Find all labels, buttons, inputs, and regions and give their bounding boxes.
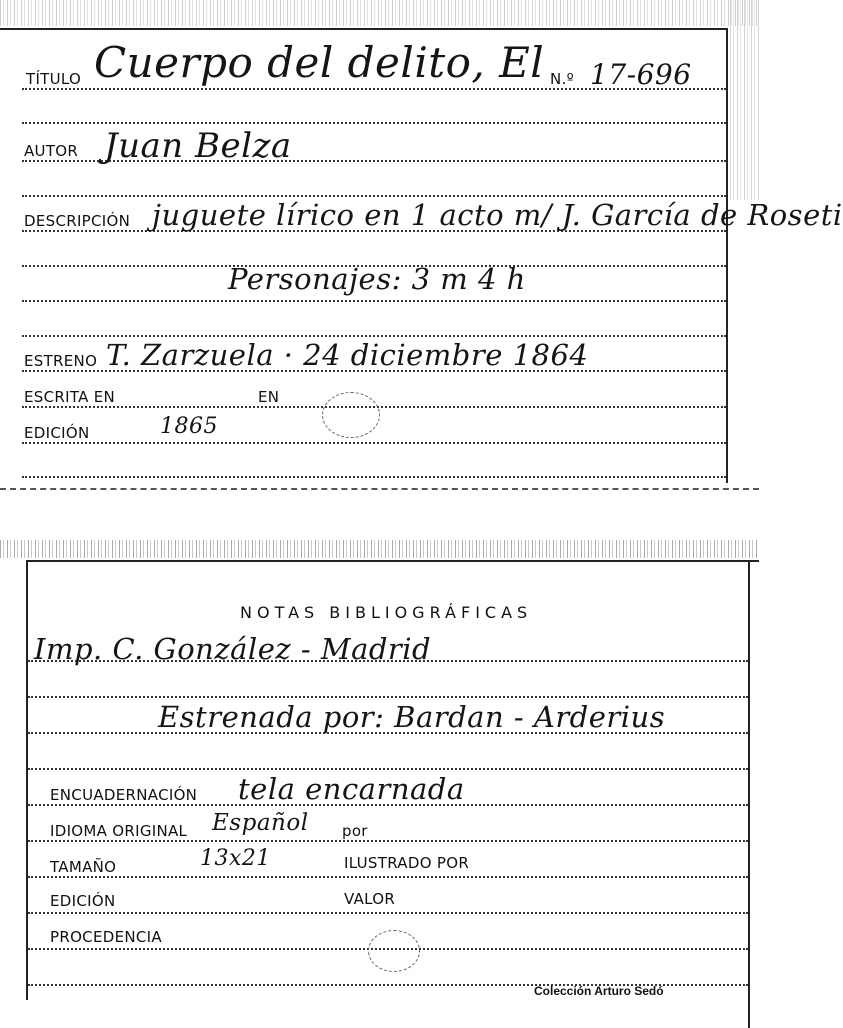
rule (28, 840, 748, 842)
card-top-edge (26, 560, 759, 562)
card-bottom-edge (0, 488, 759, 490)
value-titulo: Cuerpo del delito, El (94, 38, 545, 87)
value-edicion: 1865 (160, 414, 218, 439)
rule (22, 300, 726, 302)
label-edicion: EDICIÓN (50, 892, 116, 910)
note-line-2: Estrenada por: Bardan - Arderius (158, 700, 666, 734)
catalog-card-back (0, 540, 759, 1028)
rule (28, 696, 748, 698)
label-titulo: TÍTULO (26, 70, 82, 88)
card-right-edge (726, 28, 728, 483)
value-descripcion-line2: Personajes: 3 m 4 h (228, 262, 526, 296)
value-estreno: T. Zarzuela · 24 diciembre 1864 (106, 338, 589, 372)
value-idioma-original: Español (212, 810, 309, 836)
rule (28, 876, 748, 878)
label-procedencia: PROCEDENCIA (50, 928, 162, 946)
value-numero: 17-696 (590, 58, 692, 91)
label-en: EN (258, 388, 280, 406)
label-edicion: EDICIÓN (24, 424, 90, 442)
label-descripcion: DESCRIPCIÓN (24, 212, 131, 230)
catalog-card-front (0, 0, 843, 492)
stamp-circle-mark (322, 392, 380, 438)
stamp-circle-mark (368, 930, 420, 972)
value-autor: Juan Belza (104, 126, 292, 166)
label-valor: VALOR (344, 890, 396, 908)
label-encuadernacion: ENCUADERNACIÓN (50, 786, 198, 804)
label-autor: AUTOR (24, 142, 79, 160)
note-line-1: Imp. C. González - Madrid (34, 632, 432, 666)
rule (28, 912, 748, 914)
rule (22, 122, 726, 124)
value-descripcion-line1: juguete lírico en 1 acto m/ J. García de Roseti (152, 198, 843, 232)
label-por: por (342, 822, 368, 840)
rule (28, 768, 748, 770)
rule (22, 442, 726, 444)
collection-name: Colección Arturo Sedó (534, 984, 664, 998)
rule (22, 195, 726, 197)
value-tamano: 13x21 (200, 846, 271, 871)
scan-noise-top (0, 540, 759, 558)
scan-noise-right (730, 0, 759, 200)
label-escrita-en: ESCRITA EN (24, 388, 116, 406)
card-top-edge (0, 28, 728, 30)
label-numero: N.º (550, 70, 574, 88)
card-left-edge (26, 560, 28, 1000)
rule (22, 335, 726, 337)
label-idioma-original: IDIOMA ORIGINAL (50, 822, 188, 840)
rule (22, 476, 726, 478)
card-right-edge (748, 560, 750, 1028)
value-encuadernacion: tela encarnada (238, 772, 465, 806)
scan-noise-top (0, 0, 759, 26)
label-tamano: TAMAÑO (50, 858, 117, 876)
label-estreno: ESTRENO (24, 352, 98, 370)
label-ilustrado-por: ILUSTRADO POR (344, 854, 470, 872)
section-title: NOTAS BIBLIOGRÁFICAS (240, 603, 533, 622)
